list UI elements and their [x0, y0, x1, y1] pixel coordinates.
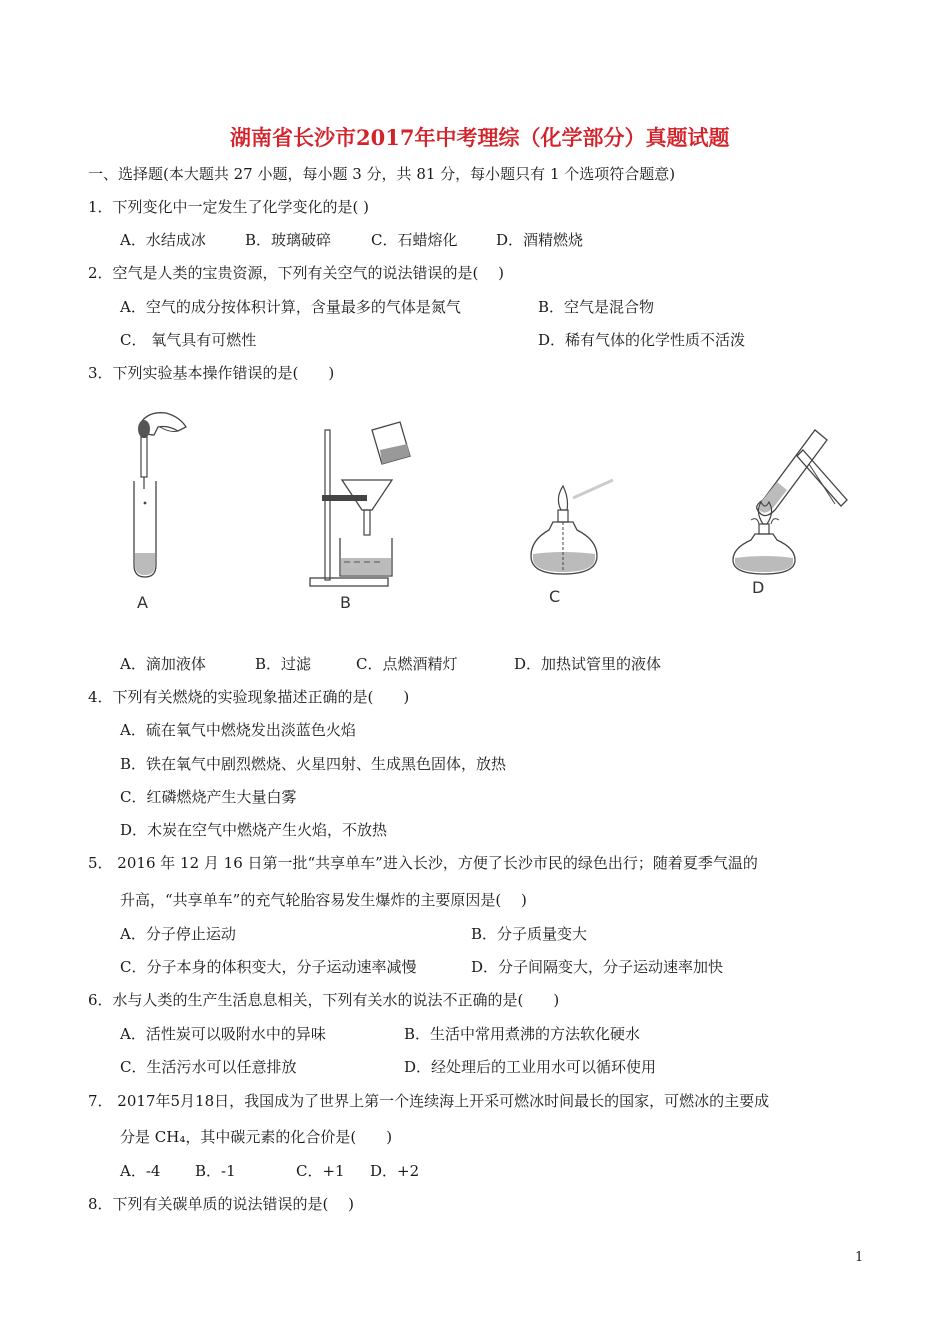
q4-option-b: B．铁在氧气中剧烈燃烧、火星四射、生成黑色固体，放热 — [120, 755, 507, 773]
q7-option-d: D．+2 — [370, 1162, 420, 1180]
figure-b-label: B — [340, 593, 351, 612]
question-5-stem-line1: 5． 2016 年 12 月 16 日第一批“共享单车”进入长沙，方便了长沙市民的绿色出行；随着夏季气温的 — [88, 854, 758, 872]
figure-c-label: C — [549, 587, 561, 606]
figure-b-filtration — [300, 420, 415, 620]
page-number: 1 — [855, 1250, 864, 1265]
q1-option-d: D．酒精燃烧 — [496, 231, 584, 249]
figure-a-dropping-liquid — [120, 405, 190, 620]
figure-c-lighting-lamp — [525, 470, 620, 610]
q5-option-b: B．分子质量变大 — [471, 925, 588, 943]
q3-option-c: C．点燃酒精灯 — [356, 655, 458, 673]
question-3-stem: 3．下列实验基本操作错误的是( ) — [88, 364, 335, 382]
q2-option-a: A．空气的成分按体积计算，含量最多的气体是氮气 — [120, 298, 461, 316]
question-8-stem: 8．下列有关碳单质的说法错误的是( ) — [88, 1195, 355, 1213]
q1-option-b: B．玻璃破碎 — [245, 231, 332, 249]
question-7-stem-line1: 7． 2017年5月18日，我国成为了世界上第一个连续海上开采可燃冰时间最长的国家，可燃冰的主要成 — [88, 1092, 770, 1110]
q6-option-b: B．生活中常用煮沸的方法软化硬水 — [404, 1025, 641, 1043]
figure-a-label: A — [137, 593, 148, 612]
question-2-stem: 2．空气是人类的宝贵资源，下列有关空气的说法错误的是( ) — [88, 264, 505, 282]
figure-d-label: D — [752, 578, 765, 597]
q3-option-d: D．加热试管里的液体 — [514, 655, 662, 673]
question-6-stem: 6．水与人类的生产生活息息相关，下列有关水的说法不正确的是( ) — [88, 991, 560, 1009]
q5-option-c: C．分子本身的体积变大，分子运动速率减慢 — [120, 958, 417, 976]
question-4-stem: 4．下列有关燃烧的实验现象描述正确的是( ) — [88, 688, 410, 706]
q5-option-d: D．分子间隔变大，分子运动速率加快 — [471, 958, 724, 976]
q6-option-a: A．活性炭可以吸附水中的异味 — [120, 1025, 326, 1043]
q2-option-b: B．空气是混合物 — [538, 298, 655, 316]
q5-option-a: A．分子停止运动 — [120, 925, 236, 943]
q7-option-c: C．+1 — [296, 1162, 345, 1180]
q6-option-d: D．经处理后的工业用水可以循环使用 — [404, 1058, 657, 1076]
question-7-stem-line2: 分是 CH₄，其中碳元素的化合价是( ) — [120, 1128, 393, 1146]
q6-option-c: C．生活污水可以任意排放 — [120, 1058, 297, 1076]
q4-option-d: D．木炭在空气中燃烧产生火焰，不放热 — [120, 821, 388, 839]
q2-option-d: D．稀有气体的化学性质不活泼 — [538, 331, 746, 349]
q3-option-a: A．滴加液体 — [120, 655, 206, 673]
q3-option-b: B．过滤 — [255, 655, 312, 673]
question-5-stem-line2: 升高，“共享单车”的充气轮胎容易发生爆炸的主要原因是( ) — [120, 891, 527, 909]
q1-option-a: A．水结成冰 — [120, 231, 206, 249]
q7-option-a: A．-4 — [120, 1162, 161, 1180]
question-1-stem: 1．下列变化中一定发生了化学变化的是( ) — [88, 198, 370, 216]
q1-option-c: C．石蜡熔化 — [371, 231, 458, 249]
q7-option-b: B．-1 — [195, 1162, 236, 1180]
section-header: 一、选择题(本大题共 27 小题，每小题 3 分，共 81 分，每小题只有 1 个选项符合题意) — [88, 165, 676, 183]
figure-d-heating-tube — [725, 420, 850, 600]
q4-option-c: C．红磷燃烧产生大量白雾 — [120, 788, 297, 806]
q4-option-a: A．硫在氧气中燃烧发出淡蓝色火焰 — [120, 721, 356, 739]
q2-option-c: C． 氧气具有可燃性 — [120, 331, 257, 349]
page-title: 湖南省长沙市2017年中考理综（化学部分）真题试题 — [230, 125, 730, 150]
